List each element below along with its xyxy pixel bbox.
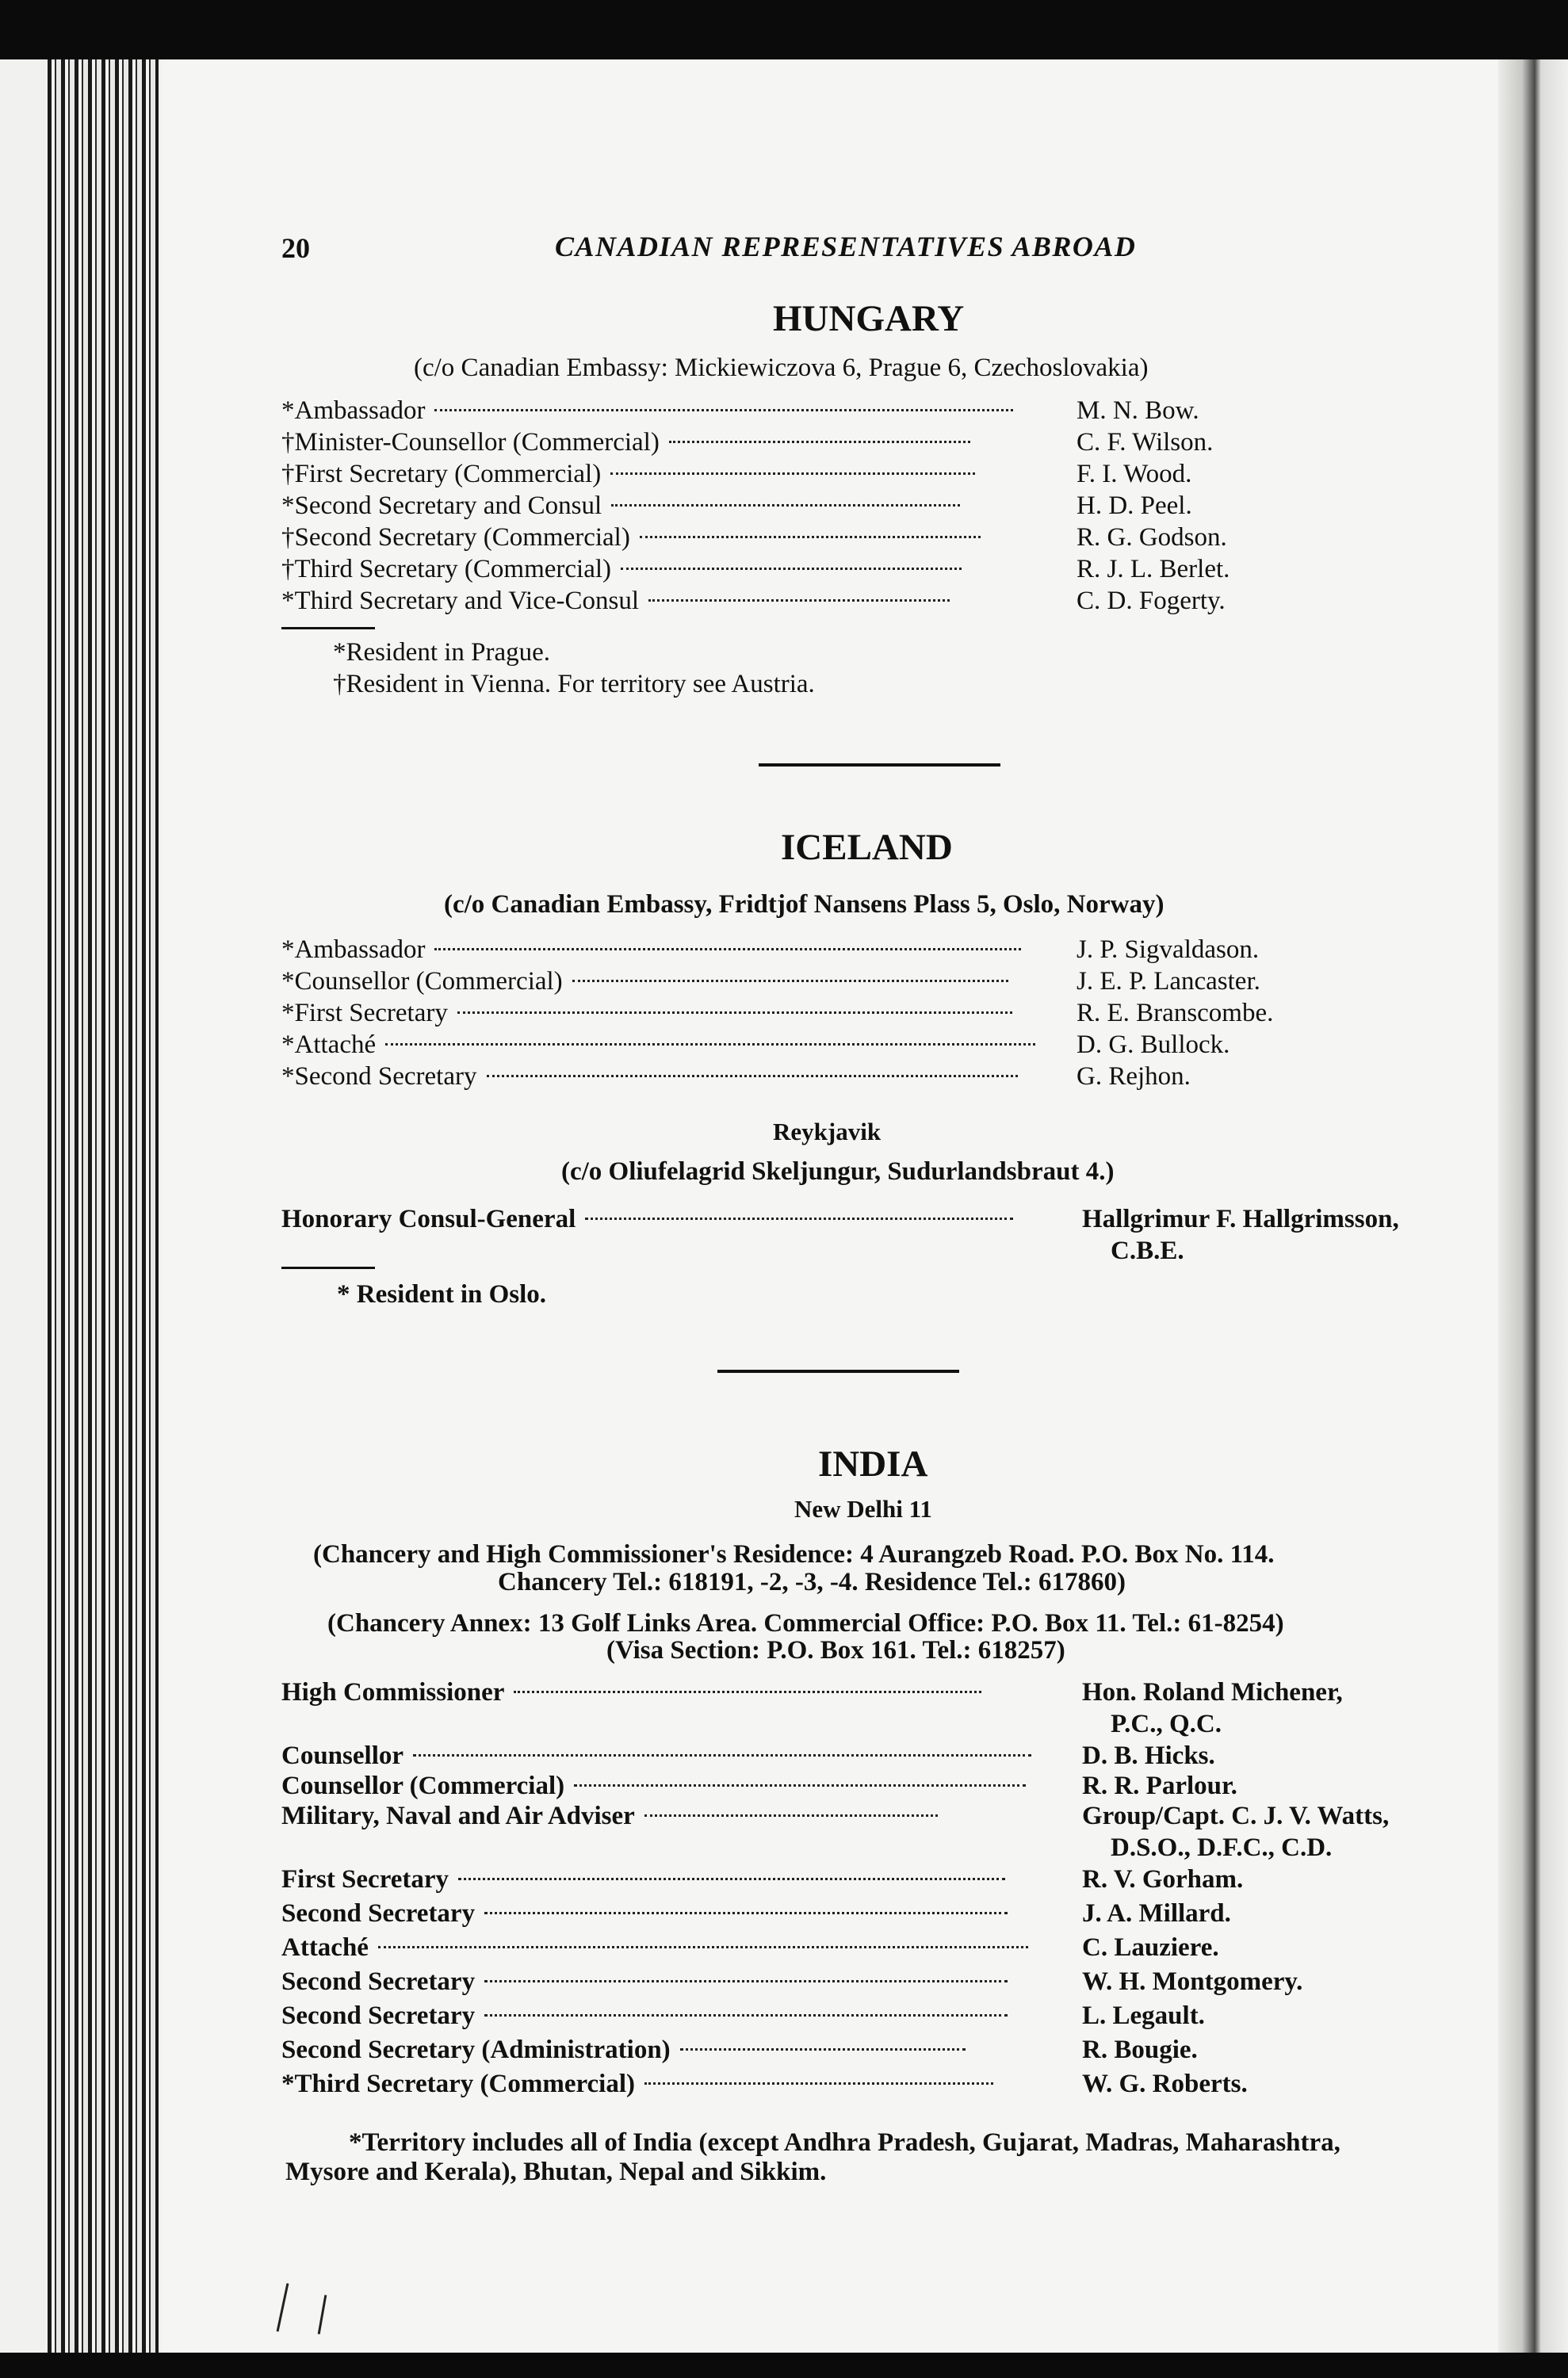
staff-title: *Ambassador — [281, 396, 426, 425]
staff-row — [281, 1770, 1482, 1800]
staff-title: *First Secretary — [281, 999, 448, 1027]
scan-left-margin — [0, 59, 48, 2353]
staff-title: *Attaché — [281, 1030, 377, 1059]
dot-leader — [484, 1980, 1008, 1982]
staff-row — [281, 965, 1482, 997]
staff-title: Second Secretary (Administration) — [281, 2036, 671, 2064]
dot-leader — [640, 536, 981, 538]
staff-title: High Commissioner — [281, 1678, 505, 1707]
dot-leader — [644, 2082, 993, 2085]
staff-row — [281, 1864, 1482, 1898]
staff-row — [281, 1932, 1482, 1966]
footnote: †Resident in Vienna. For territory see Austria. — [333, 670, 815, 698]
staff-row — [281, 1029, 1482, 1061]
page-right-edge — [1498, 59, 1568, 2353]
staff-name: R. R. Parlour. — [1082, 1772, 1237, 1800]
staff-name: W. G. Roberts. — [1082, 2070, 1248, 2098]
staff-name: Hallgrimur F. Hallgrimsson, — [1082, 1205, 1399, 1233]
dot-leader — [458, 1878, 1005, 1880]
staff-row — [281, 1740, 1482, 1770]
staff-row — [281, 1676, 1482, 1740]
scan-top-border — [0, 0, 1568, 59]
staff-row — [281, 426, 1482, 458]
dot-leader — [621, 568, 962, 570]
staff-row — [281, 1966, 1482, 2000]
staff-name: W. H. Montgomery. — [1082, 1967, 1303, 1996]
india-address-line: (Chancery and High Commissioner's Residence: 4 Aurangzeb Road. P.O. Box No. 114. — [313, 1540, 1275, 1569]
dot-leader — [611, 504, 960, 507]
staff-name: C. Lauziere. — [1082, 1933, 1219, 1962]
staff-title: *Third Secretary and Vice-Consul — [281, 587, 640, 615]
staff-row — [281, 1800, 1482, 1864]
staff-name: J. A. Millard. — [1082, 1899, 1231, 1928]
staff-title: First Secretary — [281, 1865, 449, 1894]
iceland-staff-list — [281, 934, 1482, 1092]
staff-row — [281, 2068, 1482, 2102]
staff-row — [281, 1898, 1482, 1932]
staff-name-line2: C.B.E. — [1111, 1237, 1184, 1265]
dot-leader — [434, 948, 1021, 950]
staff-row — [281, 1203, 1482, 1267]
dot-leader — [644, 1814, 938, 1817]
staff-title: †Minister-Counsellor (Commercial) — [281, 428, 660, 457]
staff-name: R. V. Gorham. — [1082, 1865, 1244, 1894]
dot-leader — [434, 409, 1013, 411]
staff-name: R. J. L. Berlet. — [1077, 555, 1230, 583]
dot-leader — [484, 2014, 1008, 2017]
staff-name: G. Rejhon. — [1077, 1062, 1191, 1091]
staff-title: *Second Secretary — [281, 1062, 477, 1091]
staff-name: Group/Capt. C. J. V. Watts, — [1082, 1802, 1390, 1830]
staff-title: Attaché — [281, 1933, 369, 1962]
staff-title: *Ambassador — [281, 935, 426, 964]
city-heading-new-delhi: New Delhi 11 — [794, 1495, 932, 1523]
india-staff-list — [281, 1676, 1482, 2102]
dot-leader — [669, 441, 970, 443]
staff-name: J. P. Sigvaldason. — [1077, 935, 1260, 964]
staff-row — [281, 2034, 1482, 2068]
staff-title: Second Secretary — [281, 2001, 476, 2030]
dot-leader — [514, 1691, 981, 1693]
staff-row — [281, 490, 1482, 522]
staff-title: Honorary Consul-General — [281, 1205, 576, 1233]
staff-row — [281, 553, 1482, 585]
staff-name: R. G. Godson. — [1077, 523, 1227, 552]
staff-name: R. E. Branscombe. — [1077, 999, 1274, 1027]
footnote: Mysore and Kerala), Bhutan, Nepal and Sikkim. — [285, 2158, 827, 2186]
staff-title: †Second Secretary (Commercial) — [281, 523, 630, 552]
staff-name-line2: P.C., Q.C. — [1111, 1710, 1222, 1738]
footnote: *Resident in Prague. — [333, 638, 551, 667]
country-heading-hungary: HUNGARY — [773, 298, 965, 339]
footnote-rule — [281, 1267, 375, 1269]
reykjavik-address: (c/o Oliufelagrid Skeljungur, Sudurlandsbraut 4.) — [561, 1157, 1115, 1186]
staff-title: *Second Secretary and Consul — [281, 491, 602, 520]
country-heading-iceland: ICELAND — [781, 827, 953, 868]
staff-row — [281, 585, 1482, 617]
dot-leader — [484, 1912, 1008, 1914]
iceland-address: (c/o Canadian Embassy, Fridtjof Nansens Plass 5, Oslo, Norway) — [444, 890, 1165, 919]
staff-row — [281, 2000, 1482, 2034]
page-number: 20 — [281, 232, 310, 264]
staff-title: Counsellor (Commercial) — [281, 1772, 565, 1800]
india-address-line: Chancery Tel.: 618191, -2, -3, -4. Residence Tel.: 617860) — [498, 1568, 1126, 1596]
hungary-address: (c/o Canadian Embassy: Mickiewiczova 6, Prague 6, Czechoslovakia) — [414, 354, 1149, 382]
india-address-line: (Visa Section: P.O. Box 161. Tel.: 618257) — [606, 1636, 1065, 1665]
dot-leader — [572, 980, 1008, 982]
staff-name: F. I. Wood. — [1077, 460, 1192, 488]
iceland-consul — [281, 1203, 1482, 1267]
running-title: CANADIAN REPRESENTATIVES ABROAD — [555, 231, 1137, 262]
staff-row — [281, 1061, 1482, 1092]
dot-leader — [574, 1784, 1026, 1787]
staff-name: C. F. Wilson. — [1077, 428, 1214, 457]
staff-title: Counsellor — [281, 1741, 404, 1770]
book-binding-edge — [48, 59, 159, 2353]
section-separator — [759, 763, 1000, 767]
staff-title: *Third Secretary (Commercial) — [281, 2070, 635, 2098]
staff-row — [281, 997, 1482, 1029]
staff-title: *Counsellor (Commercial) — [281, 967, 563, 996]
staff-name: H. D. Peel. — [1077, 491, 1192, 520]
india-address-line: (Chancery Annex: 13 Golf Links Area. Commercial Office: P.O. Box 11. Tel.: 61-8254) — [327, 1609, 1284, 1638]
staff-name: C. D. Fogerty. — [1077, 587, 1226, 615]
footnote: * Resident in Oslo. — [337, 1280, 547, 1309]
staff-name: M. N. Bow. — [1077, 396, 1199, 425]
staff-row — [281, 395, 1482, 426]
staff-name: D. B. Hicks. — [1082, 1741, 1215, 1770]
staff-name: R. Bougie. — [1082, 2036, 1198, 2064]
footnote: *Territory includes all of India (except Andhra Pradesh, Gujarat, Madras, Maharashtra, — [349, 2128, 1340, 2157]
section-separator — [717, 1370, 959, 1373]
dot-leader — [648, 599, 950, 602]
country-heading-india: INDIA — [818, 1443, 928, 1485]
staff-row — [281, 458, 1482, 490]
dot-leader — [378, 1946, 1028, 1948]
staff-title: Second Secretary — [281, 1899, 476, 1928]
dot-leader — [457, 1011, 1012, 1014]
staff-row — [281, 522, 1482, 553]
dot-leader — [487, 1075, 1018, 1077]
staff-title: †First Secretary (Commercial) — [281, 460, 602, 488]
staff-title: Military, Naval and Air Adviser — [281, 1802, 635, 1830]
footnote-rule — [281, 627, 375, 629]
staff-name: Hon. Roland Michener, — [1082, 1678, 1343, 1707]
dot-leader — [610, 472, 975, 475]
dot-leader — [680, 2048, 966, 2051]
staff-name: J. E. P. Lancaster. — [1077, 967, 1260, 996]
staff-row — [281, 934, 1482, 965]
scan-bottom-border — [0, 2353, 1568, 2378]
dot-leader — [585, 1218, 1013, 1220]
staff-name-line2: D.S.O., D.F.C., C.D. — [1111, 1833, 1333, 1862]
dot-leader — [413, 1754, 1031, 1757]
staff-title: †Third Secretary (Commercial) — [281, 555, 611, 583]
city-heading-reykjavik: Reykjavik — [773, 1118, 882, 1145]
dot-leader — [385, 1043, 1035, 1046]
staff-name: D. G. Bullock. — [1077, 1030, 1230, 1059]
staff-title: Second Secretary — [281, 1967, 476, 1996]
hungary-staff-list — [281, 395, 1482, 617]
staff-name: L. Legault. — [1082, 2001, 1205, 2030]
